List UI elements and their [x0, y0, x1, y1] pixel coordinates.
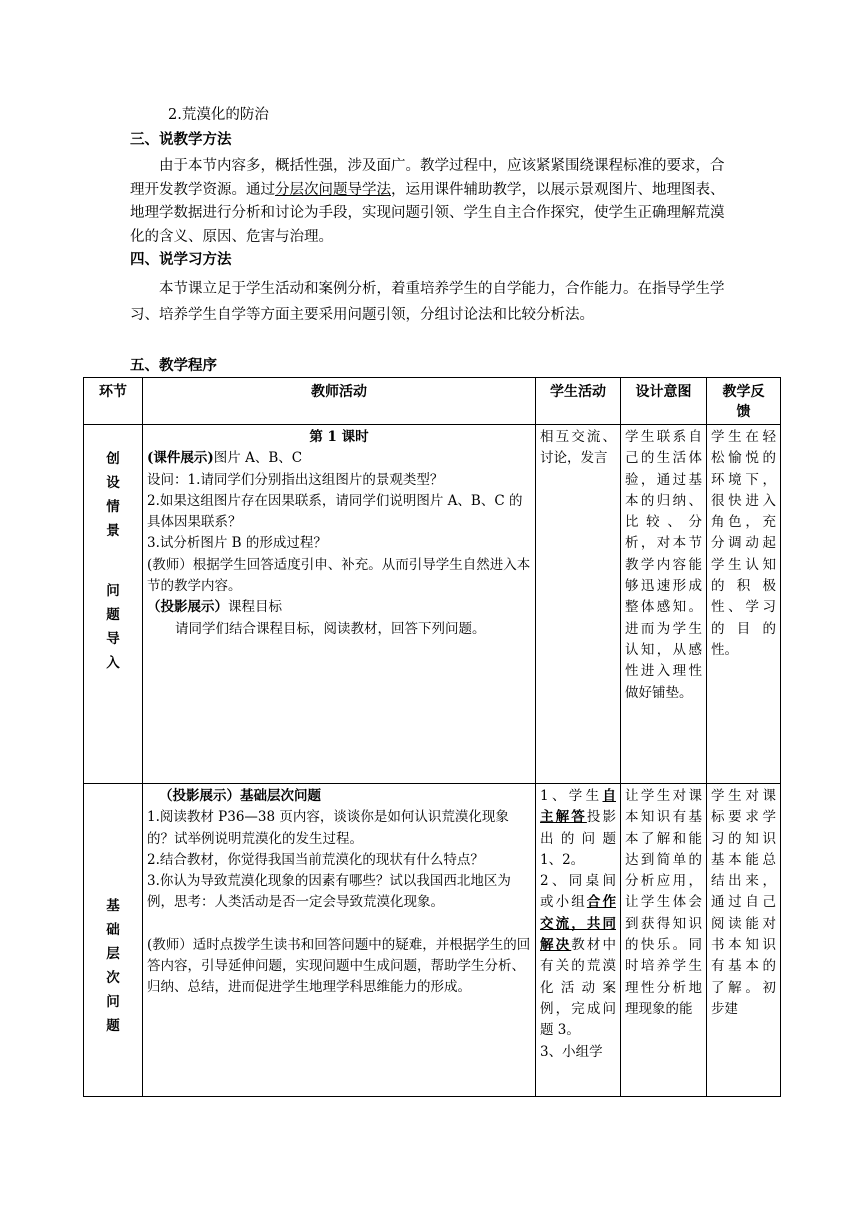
header-teacher-activity: 教师活动	[143, 378, 536, 425]
design-intent-cell-1: 学生联系自己的生活体验，通过基本的归纳、比较、分析，对本节教学内容能够迅速形成整体感知。进而为学生认知，从感性进入理性做好铺垫。	[621, 425, 707, 784]
courseware-line: (课件展示)图片 A、B、C	[147, 450, 303, 467]
question-3: 3.试分析图片 B 的形成过程？	[147, 535, 327, 552]
feedback-cell-1: 学生在轻松愉悦的环境下，很快进入角色，充分调动起学生认知的积极性、学习的目的性。	[707, 425, 781, 784]
basic-questions-heading: （投影展示）基础层次问题	[159, 788, 321, 804]
reading-instruction: 请同学们结合课程目标，阅读教材，回答下列问题。	[175, 620, 486, 637]
feedback-cell-2: 学生对课标要求学习的知识基本能总结出来，通过自己阅读能对书本知识有基本的了解。初步建	[707, 784, 781, 1097]
teacher-note-2: (教师）适时点拨学生读书和回答问题中的疑难，并根据学生的回答内容，引导延伸问题，实现问题中生成问题，帮助学生分析、归纳、总结，进而促进学生地理学科思维能力的形成。	[147, 936, 531, 996]
table-header-row	[84, 378, 781, 425]
teaching-method-text-1: 由于本节内容多，概括性强，涉及面广。教学过程中，应该紧紧围绕课程标准的要求，合理开发教学资源。通过	[130, 158, 725, 198]
student-activity-cell-1: 相互交流、讨论，发言	[536, 425, 621, 784]
teaching-procedure-table	[83, 377, 781, 1097]
stage-create-scenario: 创 设 情 景 问 题 导 入	[84, 425, 143, 784]
header-student-activity: 学生活动	[536, 378, 621, 425]
teaching-method-underlined: 分层次问题导学法	[275, 181, 391, 198]
question-intro: 设问：1.请同学们分别指出这组图片的景观类型？	[147, 471, 444, 488]
paragraph-teaching-method	[130, 155, 730, 249]
basic-question-1: 1.阅读教材 P36—38 页内容，谈谈你是如何认识荒漠化现象的？试举例说明荒漠化的发生过程。	[147, 809, 509, 847]
heading-learning-method: 四、说学习方法	[130, 251, 232, 268]
basic-question-3: 3.你认为导致荒漠化现象的因素有哪些？试以我国西北地区为例，思考：人类活动是否一定会导致荒漠化现象。	[147, 873, 511, 911]
question-2: 2.如果这组图片存在因果联系，请同学们说明图片 A、B、C 的具体因果联系？	[147, 492, 523, 531]
section-item-desertification-control: 2.荒漠化的防治	[168, 107, 269, 123]
stage-basic-questions: 基 础 层 次 问 题	[84, 784, 143, 1097]
header-stage: 环节	[84, 378, 143, 425]
lesson-label: 第 1 课时	[309, 429, 369, 445]
table-row	[84, 784, 781, 1097]
header-feedback: 教学反馈	[707, 378, 781, 425]
teacher-activity-cell-2	[143, 784, 536, 1097]
table-row	[84, 425, 781, 784]
design-intent-cell-2: 让学生对课本知识有基本了解和能达到简单的分析应用，让学生体会到获得知识的快乐。同时培养学生理性分析地理现象的能	[621, 784, 707, 1097]
basic-question-2: 2.结合教材，你觉得我国当前荒漠化的现状有什么特点？	[147, 851, 484, 868]
teaching-method-text-2: ，运用课件辅助教学，以展示景观图片、地理图表、地理学数据进行分析和讨论为手段，实现问题引领、学生自主合作探究，使学生正确理解荒漠化的含义、原因、危害与治理。	[130, 181, 725, 245]
teacher-activity-cell-1	[143, 425, 536, 784]
heading-teaching-procedure: 五、教学程序	[130, 357, 217, 374]
header-design-intent: 设计意图	[621, 378, 707, 425]
teacher-note: (教师）根据学生回答适度引申、补充。从而引导学生自然进入本节的教学内容。	[147, 556, 531, 595]
projection-line: （投影展示）课程目标	[147, 599, 282, 616]
student-activity-cell-2: 1、学生自主解答投影出的问题 1、2。 2、同桌间或小组合作交流，共同解决教材中有关的荒漠化活动案例，完成问题 3。 3、小组学	[536, 784, 621, 1097]
heading-teaching-method: 三、说教学方法	[130, 131, 232, 148]
paragraph-learning-method: 本节课立足于学生活动和案例分析，着重培养学生的自学能力，合作能力。在指导学生学习、培养学生自学等方面主要采用问题引领，分组讨论法和比较分析法。	[130, 281, 725, 323]
